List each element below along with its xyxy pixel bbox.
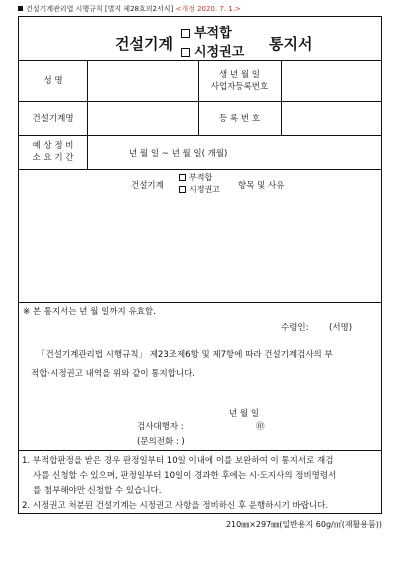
items-suffix: 항목 및 사유 (238, 181, 285, 191)
agent-label: 검사대행자 : (137, 422, 184, 432)
business-no-label: 사업자등록번호 (210, 82, 269, 92)
title-option-correction: 시정권고 (181, 41, 244, 60)
paper-size-note: 210㎜×297㎜(일반용지 60g/㎡(재활용품)) (225, 520, 382, 529)
title-suffix: 통지서 (269, 35, 313, 53)
seal-mark: ㊞ (256, 422, 265, 432)
column-divider (87, 60, 88, 169)
checkbox-icon[interactable] (181, 29, 190, 38)
row-divider (19, 169, 381, 170)
bullet-square-icon (18, 6, 23, 11)
law-reference: 건설기계관리법 시행규칙 [별지 제28호의2서식] (26, 5, 174, 13)
validity-text: ※ 본 통지서는 년 월 일까지 유효함. (23, 307, 156, 317)
repair-period-label: 소 요 기 간 (32, 153, 74, 163)
note-item: 사를 신청할 수 있으며, 판정일부터 10일이 경과한 후에는 시·도지사의 정비명령서 (33, 471, 337, 481)
row-divider (19, 101, 381, 102)
note-item: 를 첨부해야만 신청할 수 있습니다. (33, 486, 162, 496)
row-divider (19, 450, 381, 451)
inquiry-phone: (문의전화 : ) (137, 437, 185, 447)
amendment-date: <개정 2020. 7. 1.> (175, 5, 241, 13)
row-divider (19, 60, 381, 61)
items-option-correction: 시정권고 (179, 184, 220, 195)
title-option-nonconforming: 부적합 (181, 22, 232, 41)
name-label: 성 명 (43, 76, 63, 86)
registration-no-label: 등 록 번 호 (219, 114, 260, 124)
checkbox-icon[interactable] (181, 48, 190, 57)
notice-body: 「건설기계관리법 시행규칙」 제23조제6항 및 제7항에 따라 건설기계검사의 부 (37, 350, 333, 360)
notice-body: 적합·시정권고 내역을 위와 같이 통지합니다. (31, 369, 196, 379)
recipient-label: 수령인: (281, 323, 309, 333)
checkbox-icon[interactable] (179, 186, 186, 193)
title-prefix: 건설기계 (115, 35, 173, 53)
note-item: 2. 시정권고 처분된 건설기계는 시정권고 사항을 정비하신 후 운행하시기 바랍니다. (22, 501, 329, 511)
items-prefix: 건설기계 (131, 181, 164, 191)
note-item: 1. 부적합판정을 받은 경우 판정일부터 10일 이내에 이를 보완하여 이 통지서로 재검 (22, 456, 334, 466)
period-field[interactable]: 년 월 일 ~ 년 월 일( 개월) (129, 149, 228, 159)
notice-form (18, 16, 382, 514)
items-option-nonconforming: 부적합 (179, 172, 212, 183)
row-divider (19, 302, 381, 303)
signature-label: (서명) (329, 323, 353, 333)
repair-period-label: 예 상 정 비 (32, 141, 74, 151)
form-header (18, 4, 241, 14)
row-divider (19, 135, 381, 136)
notice-date: 년 월 일 (229, 409, 260, 419)
machine-name-label: 건설기계명 (32, 114, 74, 124)
column-divider (281, 60, 282, 135)
birth-label: 생 년 월 일 (219, 70, 260, 80)
checkbox-icon[interactable] (179, 174, 186, 181)
